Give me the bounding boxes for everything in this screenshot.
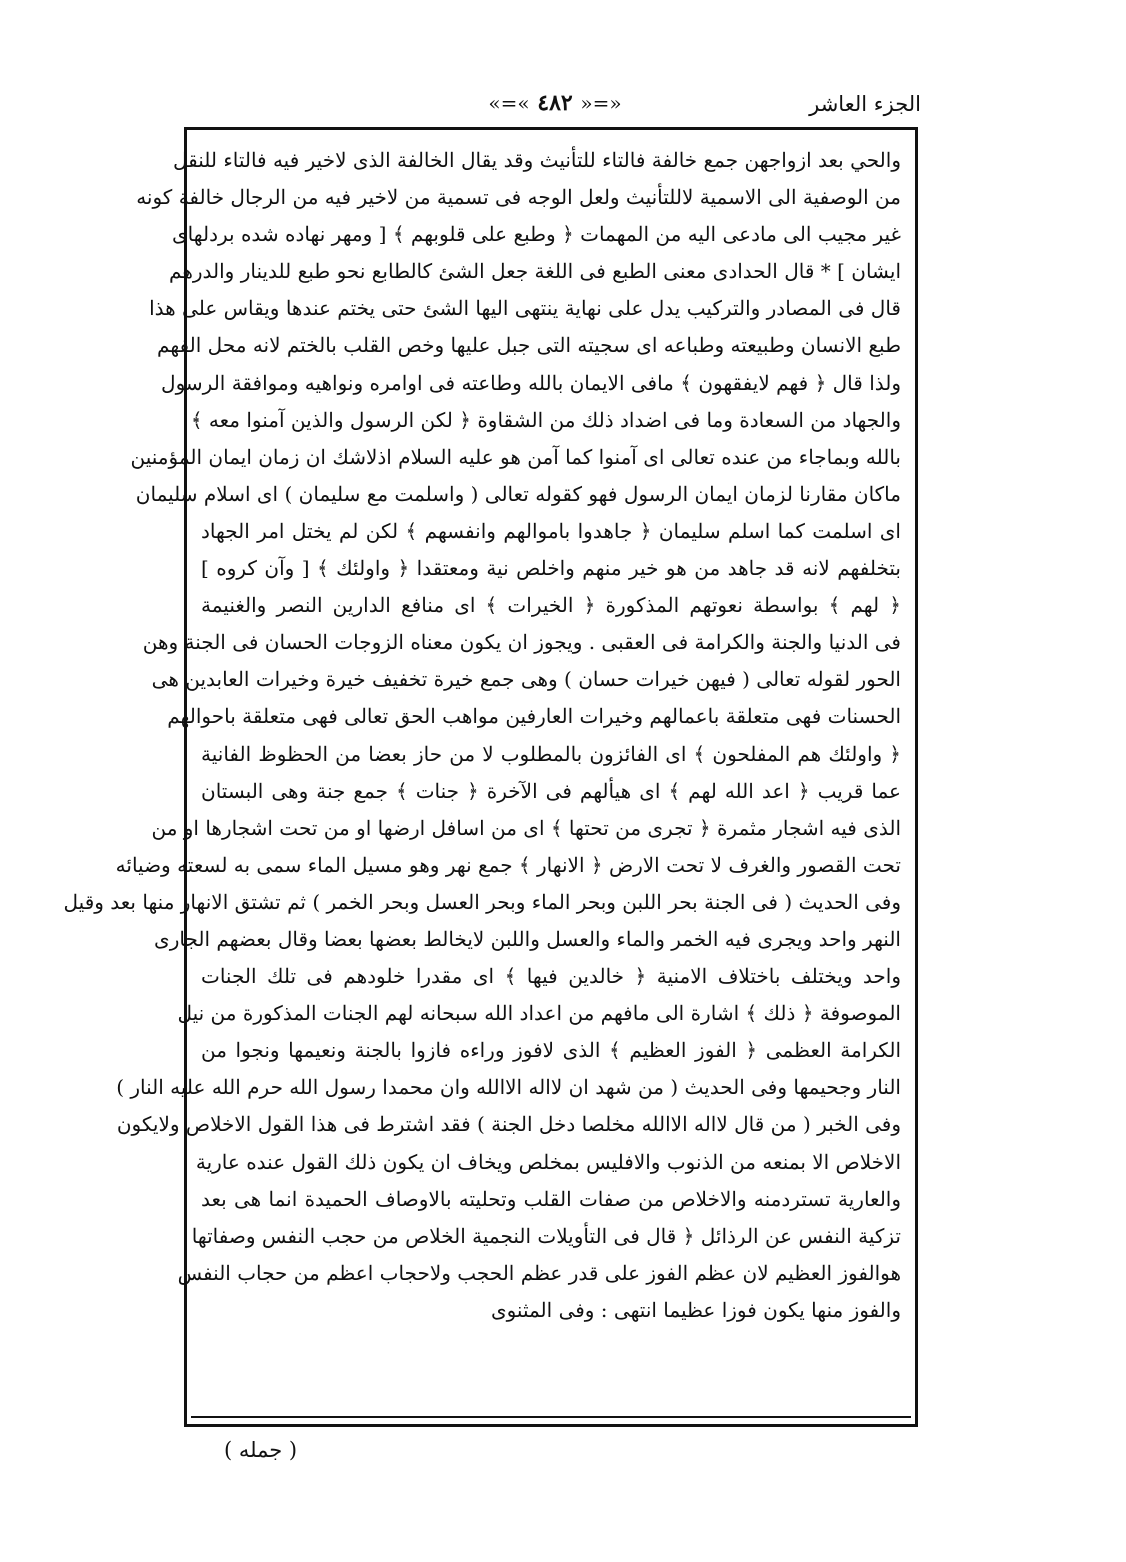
text-line: الذى فيه اشجار مثمرة ﴿ تجرى من تحتها ﴾ اى من اسافل ارضها او من تحت اشجارها او من <box>151 815 901 840</box>
text-line: الحسنات فهى متعلقة باعمالهم وخيرات العارفين مواهب الحق تعالى فهى متعلقة باحوالهم <box>167 704 901 729</box>
text-line: اى اسلمت كما اسلم سليمان ﴿ جاهدوا باموالهم وانفسهم ﴾ لكن لم يختل امر الجهاد <box>201 518 901 543</box>
running-title: الجزء العاشر <box>809 92 921 116</box>
text-line: فى الدنيا والجنة والكرامة فى العقبى . ويجوز ان يكون معناه الزوجات الحسان فى الجنة وهن <box>142 630 901 655</box>
text-line: وفى الحديث ( فى الجنة بحر اللبن وبحر الماء وبحر العسل وبحر الخمر ) ثم تشتق الانهار منها بعد وقيل <box>63 889 901 914</box>
text-line: تحت القصور والغرف لا تحت الارض ﴿ الانهار ﴾ جمع نهر وهو مسيل الماء سمى به لسعته وضيائه <box>115 852 901 877</box>
text-line: والجهاد من السعادة وما فى اضداد ذلك من الشقاوة ﴿ لكن الرسول والذين آمنوا معه ﴾ <box>190 407 901 432</box>
ornament-left-icon: «=« <box>580 91 622 115</box>
text-line: عما قريب ﴿ اعد الله لهم ﴾ اى هيألهم فى الآخرة ﴿ جنات ﴾ جمع جنة وهى البستان <box>201 778 901 803</box>
page-number: ٤٨٢ <box>537 90 573 116</box>
catchword: ( جمله ) <box>224 1438 298 1462</box>
text-line: ماكان مقارنا لزمان ايمان الرسول فهو كقوله تعالى ( واسلمت مع سليمان ) اى اسلام سليمان <box>135 481 901 506</box>
text-line: بالله وبماجاء من عنده تعالى اى آمنوا كما آمن هو عليه السلام اذلاشك ان زمان ايمان المؤمنين <box>130 444 901 469</box>
text-line: النار وجحيمها وفى الحديث ( من شهد ان لااله الاالله وان محمدا رسول الله حرم الله عليه النار ) <box>116 1075 901 1100</box>
text-line: ﴿ واولئك هم المفلحون ﴾ اى الفائزون بالمطلوب لا من حاز بعضا من الحظوظ الفانية <box>201 741 901 766</box>
text-line: من الوصفية الى الاسمية لاللتأنيث ولعل الوجه فى تسمية من لاخير فيه من الرجال خالفة كونه <box>136 185 901 210</box>
text-line: تزكية النفس عن الرذائل ﴿ قال فى التأويلات النجمية الخلاص من حجب النفس وصفاتها <box>191 1223 901 1248</box>
text-line: ايشان ] * قال الحدادى معنى الطبع فى اللغة جعل الشئ كالطابع نحو طبع للدينار والدرهم <box>169 259 901 284</box>
text-line: واحد ويختلف باختلاف الامنية ﴿ خالدين فيها ﴾ اى مقدرا خلودهم فى تلك الجنات <box>201 964 901 989</box>
text-line: غير مجيب الى مادعى اليه من المهمات ﴿ وطبع على قلوبهم ﴾ [ ومهر نهاده شده بردلهاى <box>172 222 901 247</box>
text-line: قال فى المصادر والتركيب يدل على نهاية ينتهى اليها الشئ حتى يختم عندها ويقاس على هذا <box>149 296 901 321</box>
text-frame <box>63 127 918 1427</box>
page-number-block <box>475 90 635 116</box>
text-line: والحي بعد ازواجهن جمع خالفة فالتاء للتأنيث وقد يقال الخالفة الذى لاخير فيه فالتاء للنقل <box>172 148 901 172</box>
text-line: هوالفوز العظيم لان عظم الفوز على قدر عظم الحجب ولاحجاب اعظم من حجاب النفس <box>177 1260 901 1285</box>
text-line: النهر واحد ويجرى فيه الخمر والماء والعسل واللبن لايخالط بعضها بعضا وقال بعضهم الجارى <box>154 926 901 951</box>
text-line: ﴿ لهم ﴾ بواسطة نعوتهم المذكورة ﴿ الخيرات ﴾ اى منافع الدارين النصر والغنيمة <box>201 593 901 618</box>
text-line: الكرامة العظمى ﴿ الفوز العظيم ﴾ الذى لافوز وراءه فازوا بالجنة ونعيمها ونجوا من <box>201 1038 901 1063</box>
text-line: والفوز منها يكون فوزا عظيما انتهى : وفى المثنوى <box>490 1297 901 1322</box>
text-line: وفى الخبر ( من قال لااله الاالله مخلصا دخل الجنة ) فقد اشترط فى هذا القول الاخلاص ولايكون <box>116 1112 901 1137</box>
text-line: الاخلاص الا بمنعه من الذنوب والافليس بمخلص ويخاف ان يكون ذلك القول عنده عارية <box>195 1149 901 1174</box>
page-header <box>185 86 925 126</box>
text-line: طبع الانسان وطبيعته وطباعه اى سجيته التى جبل عليها وخص القلب بالختم لانه محل الفهم <box>157 333 901 358</box>
text-line: ولذا قال ﴿ فهم لايفقهون ﴾ مافى الايمان بالله وطاعته فى اوامره ونواهيه وموافقة الرسول <box>161 370 901 395</box>
text-line: الحور لقوله تعالى ( فيهن خيرات حسان ) وهى جمع خيرة تخفيف خيرة وخيرات العابدين هى <box>151 667 901 692</box>
body-text <box>63 142 901 1329</box>
text-line: الموصوفة ﴿ ذلك ﴾ اشارة الى مافهم من اعداد الله سبحانه لهم الجنات المذكورة من نيل <box>177 1001 901 1026</box>
ornament-right-icon: »=» <box>488 91 530 115</box>
text-line: والعارية تستردمنه والاخلاص من صفات القلب وتحليته بالاوصاف الحميدة انما هى بعد <box>201 1186 901 1211</box>
text-line: بتخلفهم لانه قد جاهد من هو خير منهم واخلص نية ومعتقدا ﴿ واولئك ﴾ [ وآن كروه ] <box>201 556 901 581</box>
